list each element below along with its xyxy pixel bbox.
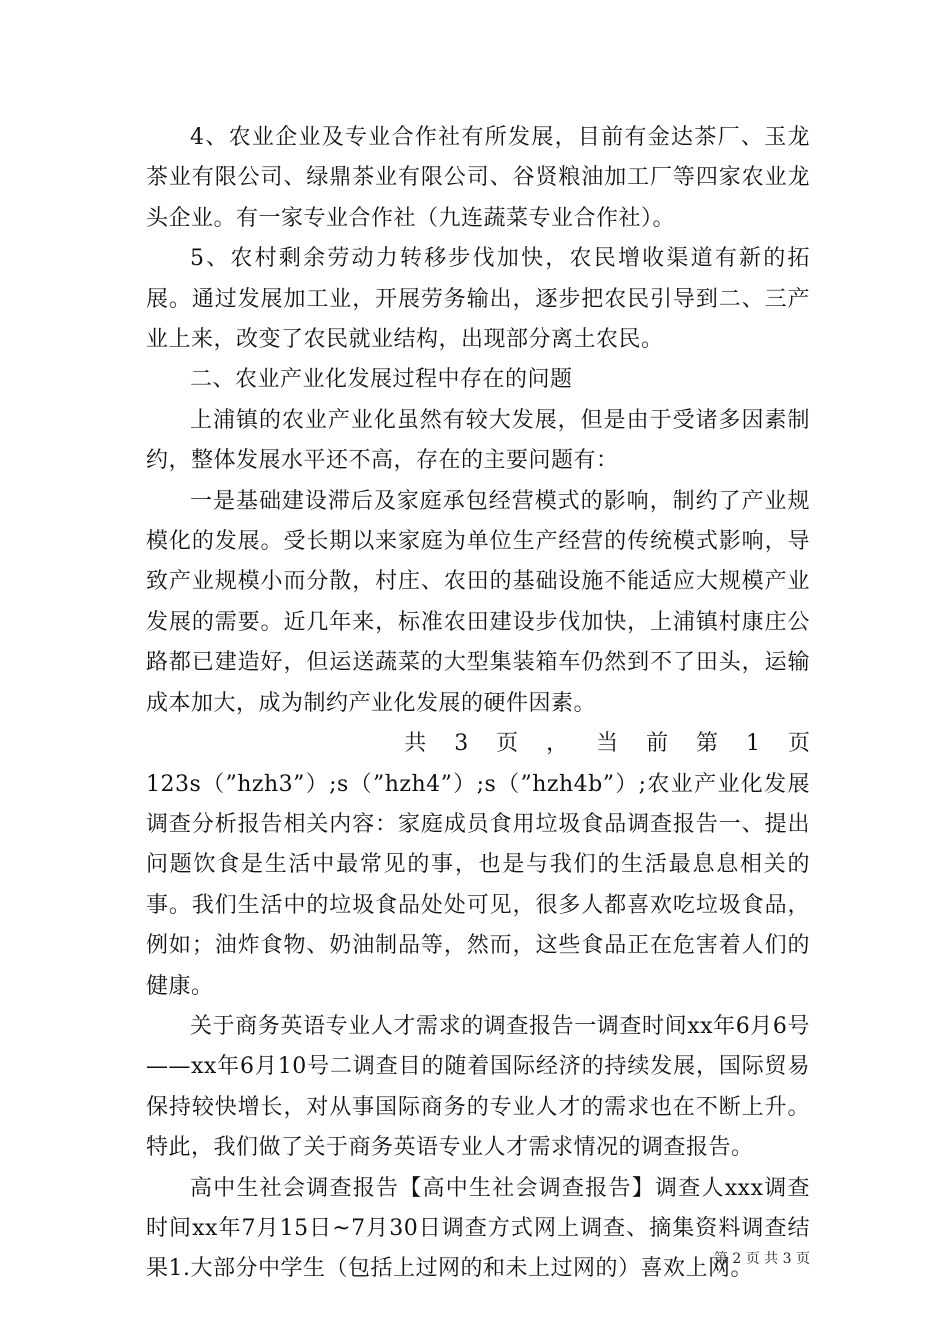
paragraph-labor-transfer: 5、农村剩余劳动力转移步伐加快，农民增收渠道有新的拓展。通过发展加工业，开展劳务输出，逐步把农民引导到二、三产业上来，改变了农民就业结构，出现部分离土农民。 bbox=[146, 246, 810, 353]
page-footer: 第 2 页 共 3 页 bbox=[713, 1251, 810, 1267]
paragraph-infrastructure: 一是基础建设滞后及家庭承包经营模式的影响，制约了产业规模化的发展。受长期以来家庭为单位生产经营的传统模式影响，导致产业规模小而分散，村庄、农田的基础设施不能适应大规模产业发展的需要。近几年来，标准农田建设步伐加快，上浦镇村康庄公路都已建造好，但运送蔬菜的大型集装箱车仍然到不了田头，运输成本加大，成为制约产业化发展的硬件因素。 bbox=[146, 488, 810, 716]
page-indicator: 共 3 页 ， 当 前 第 1 页 bbox=[404, 731, 810, 757]
paragraph-continuation: 123s（”hzh3”）;s（”hzh4”）;s（”hzh4b”）;农业产业化发展调查分析报告相关内容：家庭成员食用垃圾食品调查报告一、提出问题饮食是生活中最常见的事，也是与我们的生活最息息相关的事。我们生活中的垃圾食品处处可见，很多人都喜欢吃垃圾食品，例如；油炸食物、奶油制品等，然而，这些食品正在危害着人们的健康。 bbox=[146, 771, 810, 999]
page-indicator-line bbox=[146, 724, 810, 764]
paragraph-highschool-survey: 高中生社会调查报告【高中生社会调查报告】调查人xxx调查时间xx年7月15日~7月30日调查方式网上调查、摘集资料调查结果1.大部分中学生（包括上过网的和未上过网的）喜欢上网。 bbox=[146, 1175, 810, 1282]
section-heading-problems: 二、农业产业化发展过程中存在的问题 bbox=[190, 367, 573, 393]
document-body bbox=[146, 118, 810, 1290]
paragraph-agri-enterprises: 4、农业企业及专业合作社有所发展，目前有金达茶厂、玉龙茶业有限公司、绿鼎茶业有限公司、谷贤粮油加工厂等四家农业龙头企业。有一家专业合作社（九连蔬菜专业合作社）。 bbox=[146, 125, 810, 231]
paragraph-problems-intro: 上浦镇的农业产业化虽然有较大发展，但是由于受诸多因素制约，整体发展水平还不高，存在的主要问题有： bbox=[146, 407, 810, 474]
paragraph-business-english: 关于商务英语专业人才需求的调查报告一调查时间xx年6月6号——xx年6月10号二调查目的随着国际经济的持续发展，国际贸易保持较快增长，对从事国际商务的专业人才的需求也在不断上升。特此，我们做了关于商务英语专业人才需求情况的调查报告。 bbox=[146, 1013, 810, 1161]
